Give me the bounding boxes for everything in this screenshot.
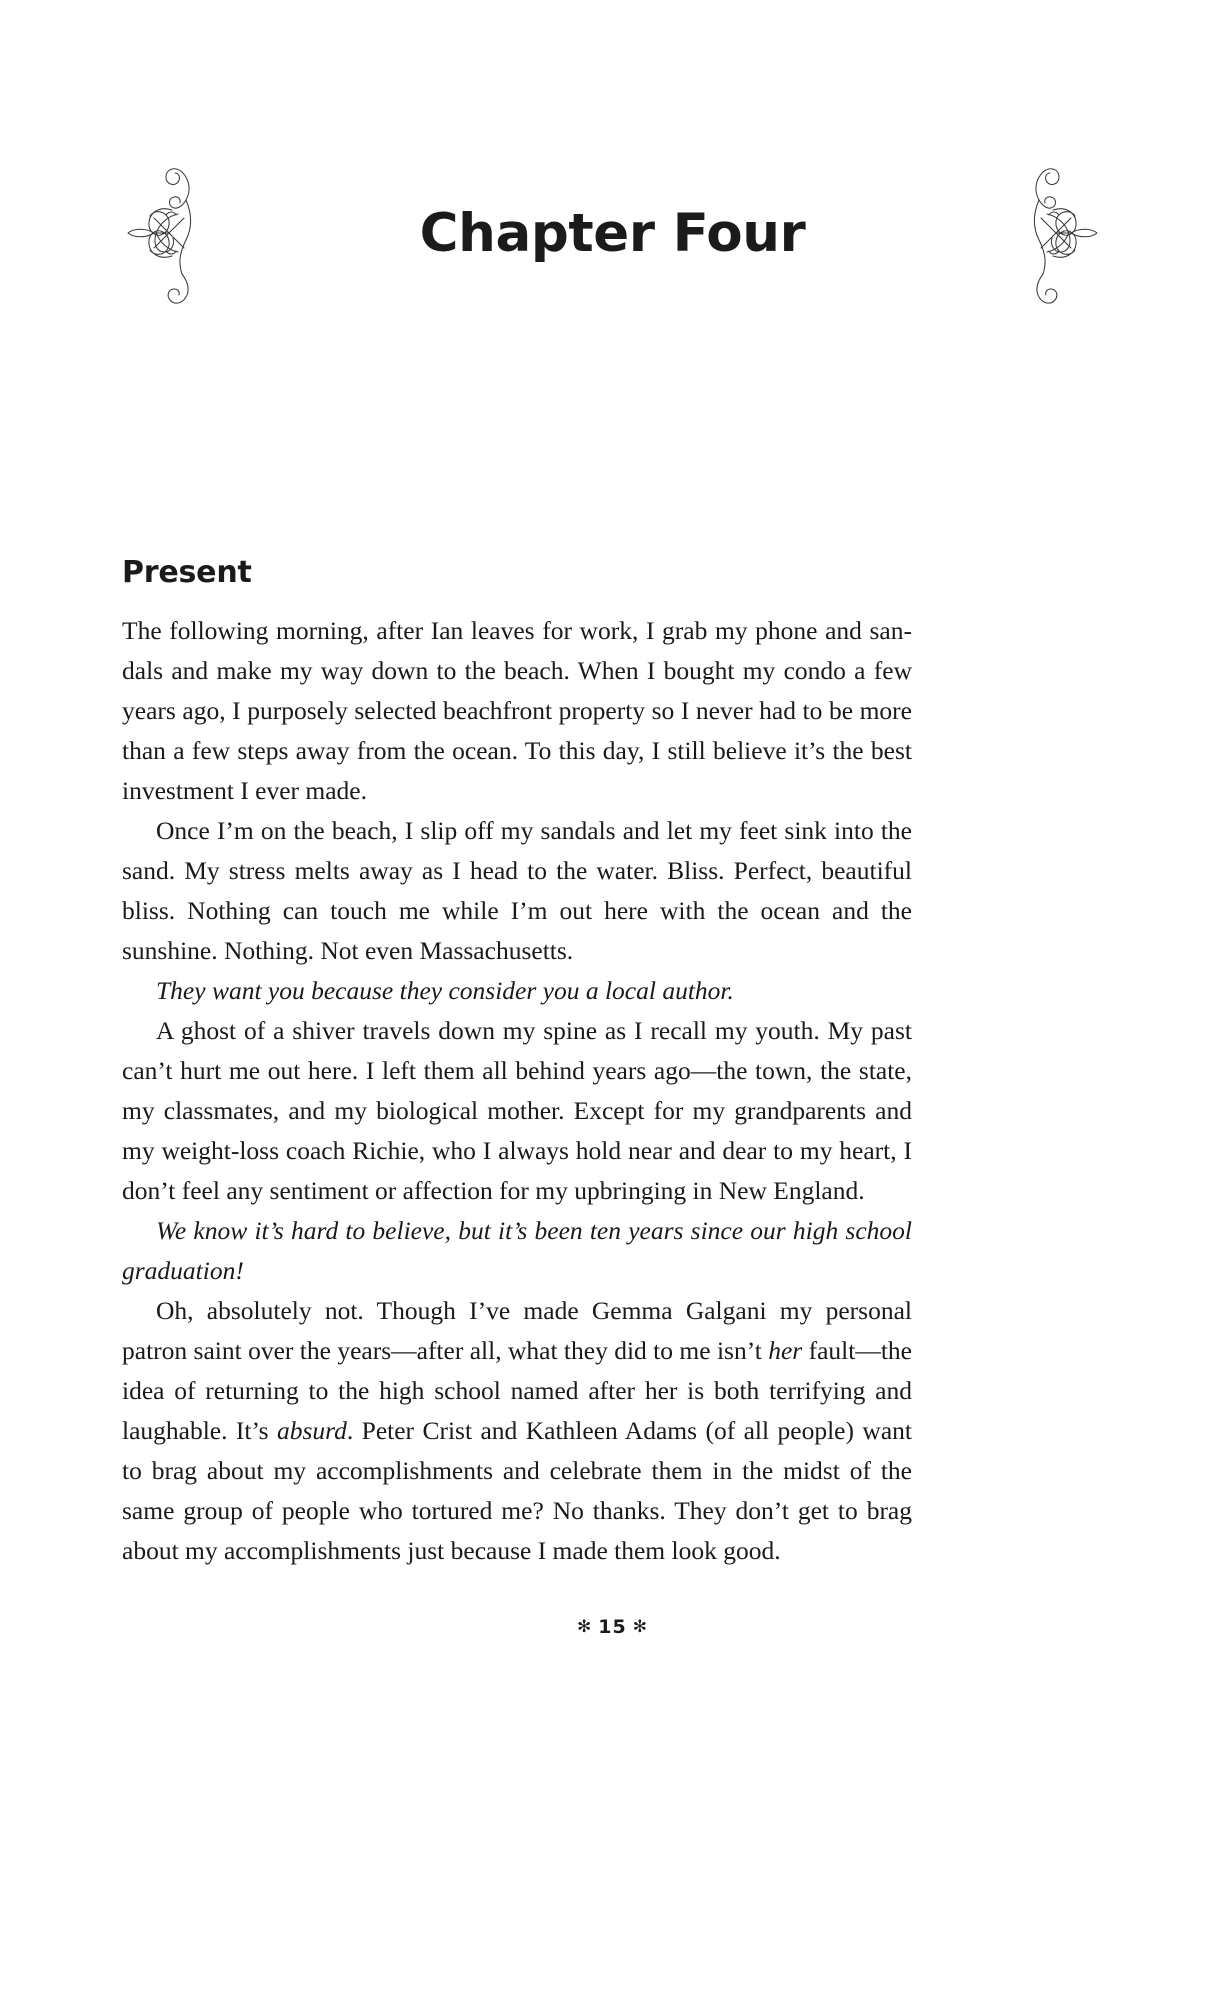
- chapter-header: [0, 148, 1225, 318]
- book-page: [0, 148, 1225, 1998]
- paragraph: Once I’m on the beach, I slip off my sandals and let my feet sink into the sand. My stress melts away as I head to the water. Bliss. Perfect, beautiful bliss. Nothing can touch me while I’m out here with the ocean and the sunshine. Nothing. Not even Massachusetts.: [122, 816, 912, 965]
- body-text: fault—the idea of returning to the high school named after her is both terrifying and laughable. It’s: [122, 1336, 912, 1445]
- page-footer: [0, 1616, 1225, 1638]
- flourish-ornament-icon: [120, 158, 206, 308]
- paragraph-italic: They want you because they consider you a local author.: [156, 976, 734, 1005]
- paragraph-italic: We know it’s hard to believe, but it’s been ten years since our high school graduation!: [122, 1216, 912, 1285]
- page-content: [122, 556, 912, 1571]
- footer-ornament-left-icon: ✻: [577, 1617, 593, 1637]
- emphasis-text: her: [768, 1336, 803, 1365]
- emphasis-text: absurd: [276, 1416, 347, 1445]
- flourish-ornament-mirrored-icon: [1019, 158, 1105, 308]
- paragraph: The following morning, after Ian leaves for work, I grab my phone and san-dals and make my way down to the beach. When I bought my condo a few years ago, I purposely selected beachfront property so I never had to be more than a few steps away from the ocean. To this day, I still believe it’s the best investment I ever made.: [122, 616, 912, 805]
- footer-ornament-right-icon: ✻: [632, 1617, 648, 1637]
- chapter-title: Chapter Four: [419, 202, 806, 264]
- body-text: . Peter Crist and Kathleen Adams (of all people) want to brag about my accomplishments and celebrate them in the midst of the same group of people who tortured me? No thanks. They don’t get to brag about my accomplishments just because I made them look good.: [122, 1416, 912, 1565]
- paragraph: A ghost of a shiver travels down my spine as I recall my youth. My past can’t hurt me out here. I left them all behind years ago—the town, the state, my classmates, and my biological mother. Except for my grandparents and my weight-loss coach Richie, who I always hold near and dear to my heart, I don’t feel any sentiment or affection for my upbringing in New England.: [122, 1016, 912, 1205]
- body-text: Oh, absolutely not. Though I’ve made Gemma Galgani my personal patron saint over the years—after all, what they did to me isn’t: [122, 1296, 912, 1365]
- paragraph-mixed: [122, 1291, 912, 1571]
- section-heading: Present: [122, 555, 252, 590]
- page-number: 15: [598, 1616, 627, 1638]
